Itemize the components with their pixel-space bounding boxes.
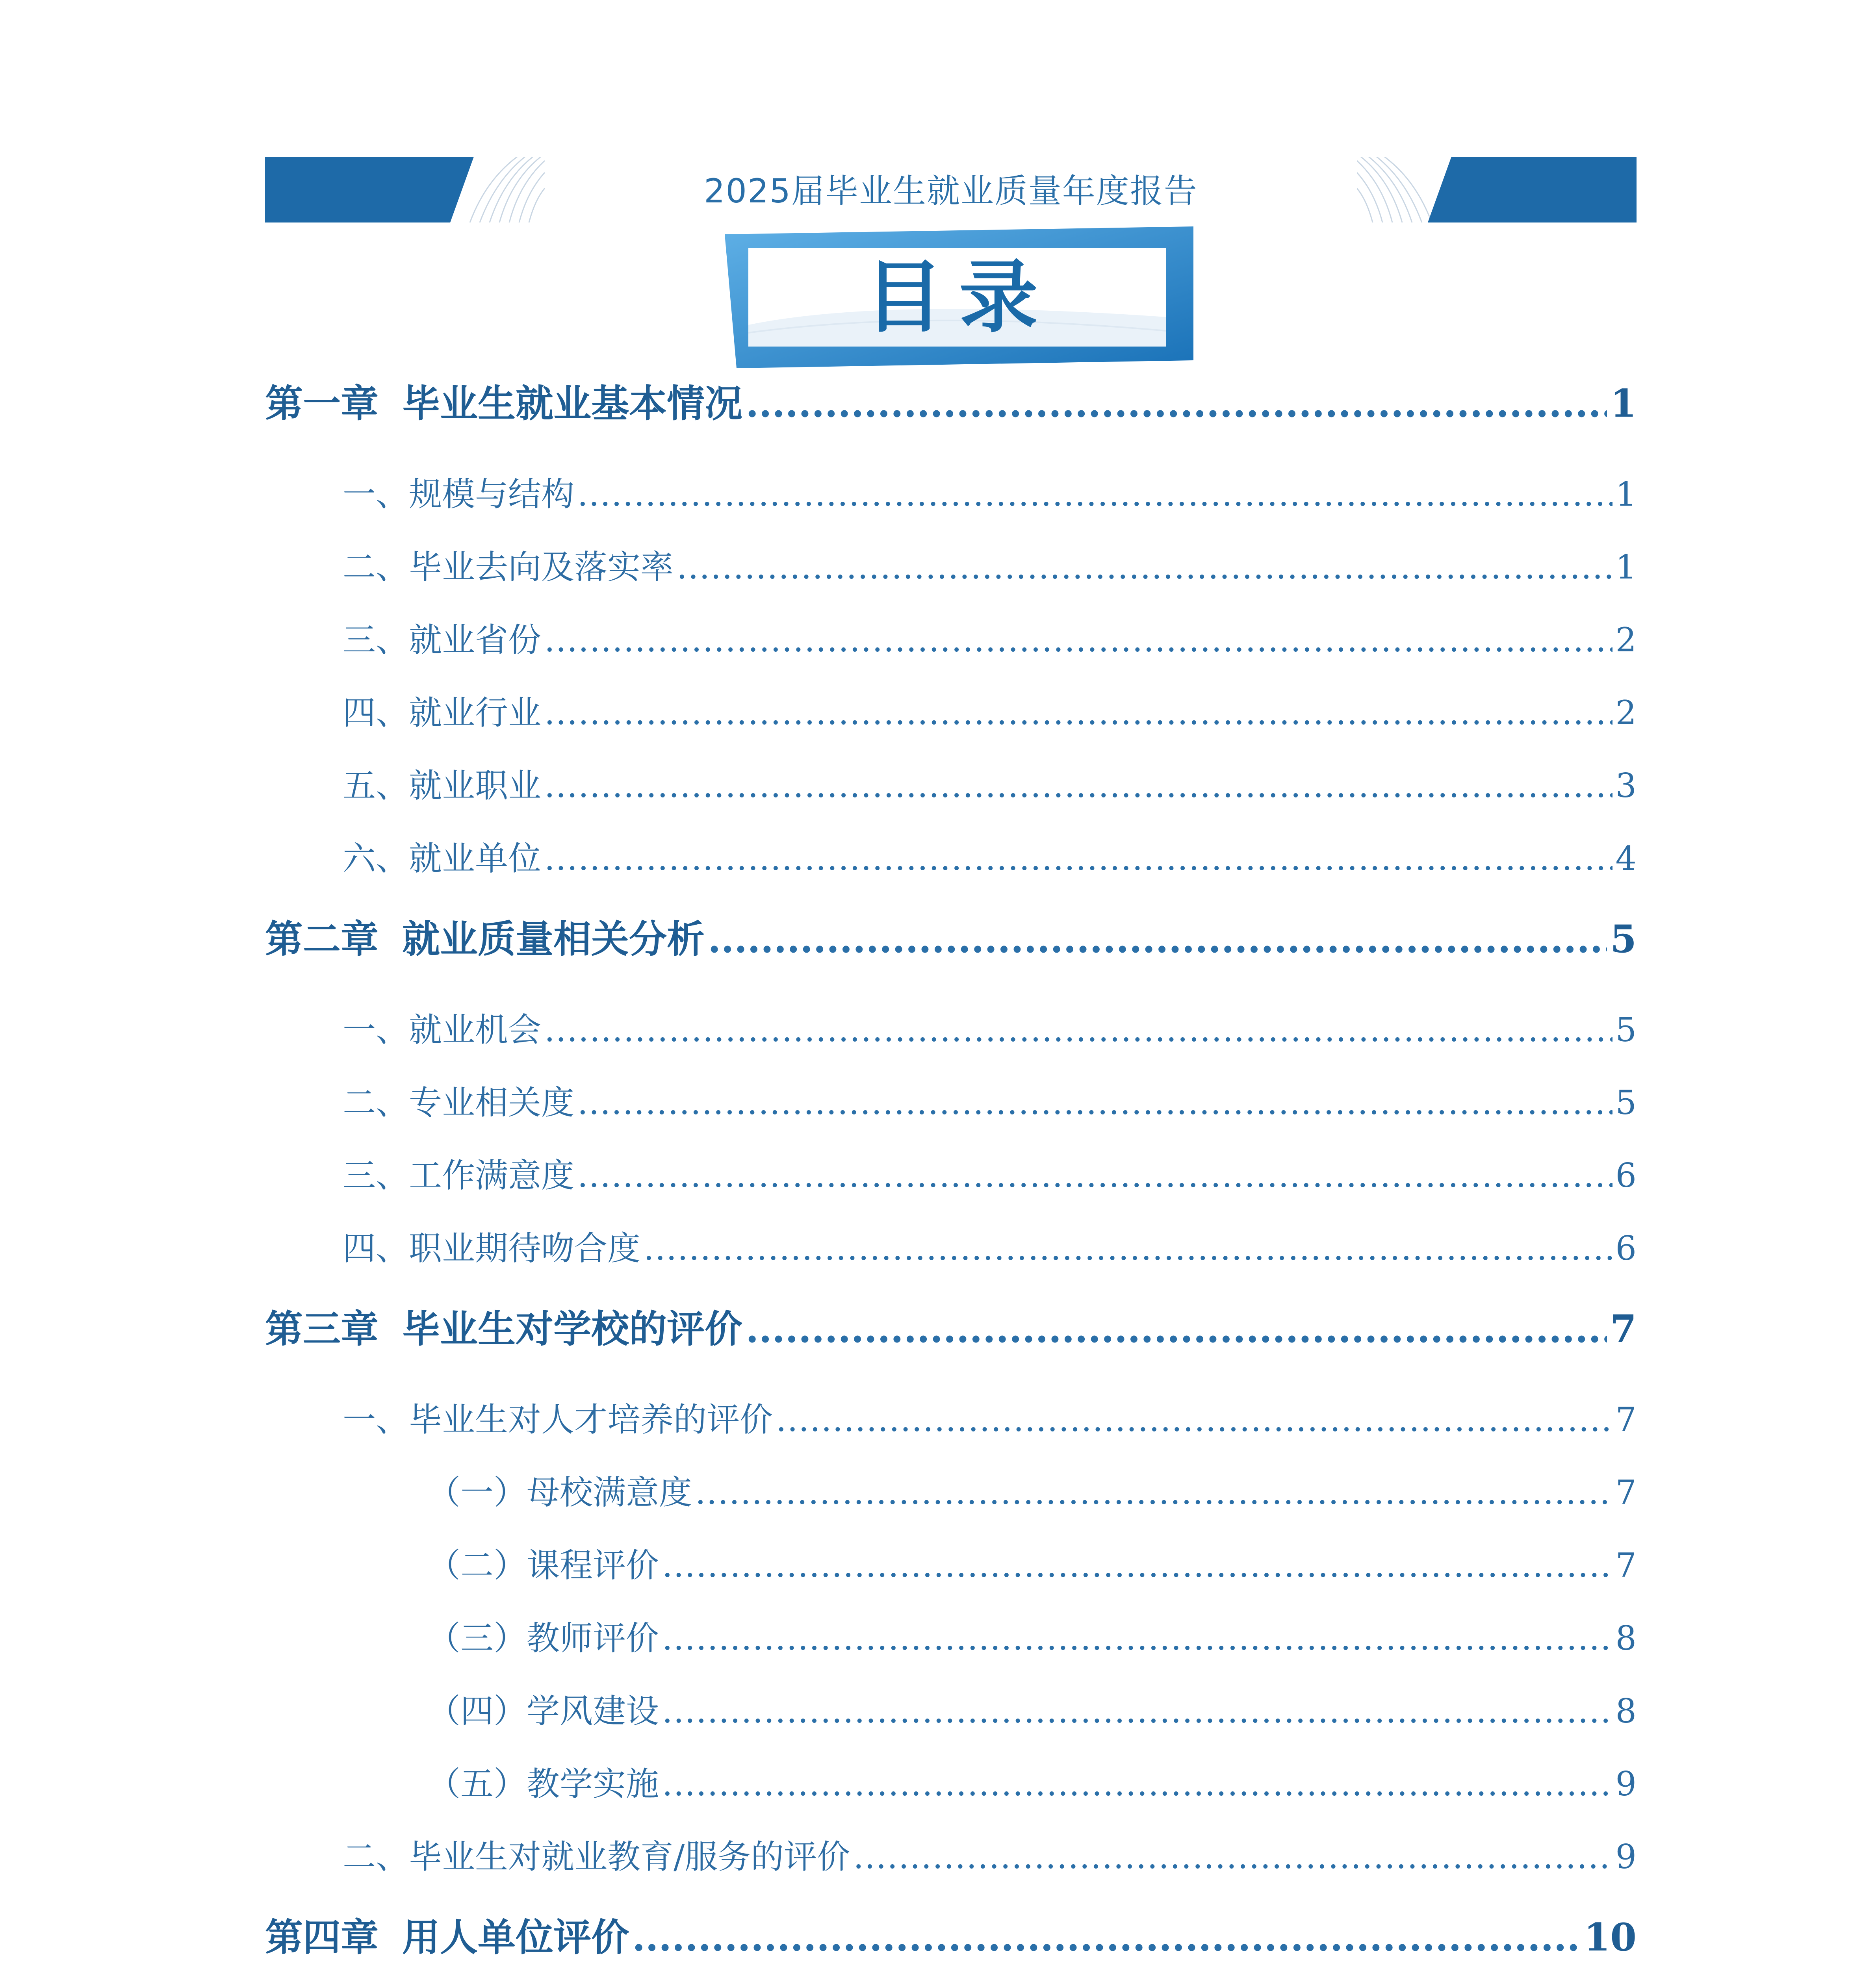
leader-dots [746,1303,1607,1355]
leader-dots [644,1225,1613,1272]
page-number: 7 [1615,1546,1637,1585]
page-number: 8 [1615,1619,1637,1658]
section-title: 三、工作满意度 [343,1156,575,1195]
leader-dots [708,914,1607,965]
chapter-number: 第三章 [265,1307,379,1351]
subsection-title: （二）课程评价 [427,1546,659,1585]
leader-dots [776,1396,1613,1443]
toc-section[interactable] [343,543,1637,591]
toc-section[interactable] [343,1006,1637,1053]
header-right-decoration [1357,157,1637,222]
toc-title-box [725,226,1193,368]
leader-dots [853,1833,1612,1880]
page-number: 3 [1615,766,1637,805]
page-number: 1 [1610,381,1637,426]
chapter-title: 就业质量相关分析 [402,917,705,961]
leader-dots [695,1469,1613,1516]
page-number: 8 [1615,1692,1637,1730]
chapter-title: 毕业生就业基本情况 [402,381,742,426]
subsection-title: （一）母校满意度 [427,1473,692,1512]
toc-chapter-2[interactable] [265,914,1637,965]
toc-section[interactable] [343,762,1637,809]
leader-dots [577,1152,1613,1199]
toc-title: 目录 [864,251,1054,343]
toc-subsection[interactable] [427,1542,1637,1589]
leader-dots [662,1615,1613,1662]
subsection-title: （五）教学实施 [427,1765,659,1803]
leader-dots [544,762,1613,809]
leader-dots [544,616,1613,664]
leader-dots [632,1912,1581,1963]
page-number: 5 [1610,917,1637,961]
toc-subsection[interactable] [427,1687,1637,1735]
section-title: 四、就业行业 [343,693,542,732]
subsection-title: （四）学风建设 [427,1692,659,1730]
toc-chapter-1[interactable] [265,378,1637,429]
chapter-title: 毕业生对学校的评价 [402,1307,742,1351]
page-number: 2 [1615,621,1637,659]
leader-dots [662,1760,1613,1808]
leader-dots [577,1079,1613,1126]
page-number: 6 [1615,1156,1637,1195]
chapter-number: 第一章 [265,381,379,426]
leader-dots [677,543,1613,591]
header-title: 2025届毕业生就业质量年度报告 [704,172,1198,210]
toc-chapter-3[interactable] [265,1303,1637,1355]
page-number: 10 [1584,1915,1637,1960]
page-number: 2 [1615,693,1637,732]
chapter-title: 用人单位评价 [402,1915,629,1960]
toc-subsection[interactable] [427,1760,1637,1808]
header-left-decoration [265,157,545,222]
page-number: 9 [1615,1837,1637,1876]
page-number: 5 [1615,1083,1637,1122]
page-number: 6 [1615,1229,1637,1268]
section-title: 二、毕业生对就业教育/服务的评价 [343,1837,850,1876]
toc-section[interactable] [343,1225,1637,1272]
leader-dots [577,471,1613,518]
leader-dots [662,1542,1613,1589]
toc-section[interactable] [343,1833,1637,1880]
toc-section[interactable] [343,471,1637,518]
page-number: 5 [1615,1010,1637,1049]
toc-section[interactable] [343,616,1637,664]
subsection-title: （三）教师评价 [427,1619,659,1658]
section-title: 六、就业单位 [343,839,542,878]
chapter-number: 第二章 [265,917,379,961]
leader-dots [662,1687,1613,1735]
section-title: 一、规模与结构 [343,475,575,514]
section-title: 四、职业期待吻合度 [343,1229,641,1268]
page-number: 1 [1615,475,1637,514]
section-title: 一、就业机会 [343,1010,542,1049]
page-number: 7 [1610,1307,1637,1351]
leader-dots [544,1006,1613,1053]
page-number: 1 [1615,548,1637,586]
section-title: 五、就业职业 [343,766,542,805]
toc-section[interactable] [343,689,1637,736]
section-title: 二、毕业去向及落实率 [343,548,674,586]
toc-subsection[interactable] [427,1469,1637,1516]
chapter-number: 第四章 [265,1915,379,1960]
toc-section[interactable] [343,1152,1637,1199]
page-number: 4 [1615,839,1637,878]
leader-dots [544,689,1613,736]
toc-subsection[interactable] [427,1615,1637,1662]
toc-chapter-4[interactable] [265,1912,1637,1963]
leader-dots [746,378,1607,429]
leader-dots [544,835,1613,882]
page-number: 7 [1615,1400,1637,1439]
page-number: 9 [1615,1765,1637,1803]
section-title: 二、专业相关度 [343,1083,575,1122]
toc-section[interactable] [343,1396,1637,1443]
toc-section[interactable] [343,1079,1637,1126]
section-title: 三、就业省份 [343,621,542,659]
toc-section[interactable] [343,835,1637,882]
page-number: 7 [1615,1473,1637,1512]
section-title: 一、毕业生对人才培养的评价 [343,1400,773,1439]
